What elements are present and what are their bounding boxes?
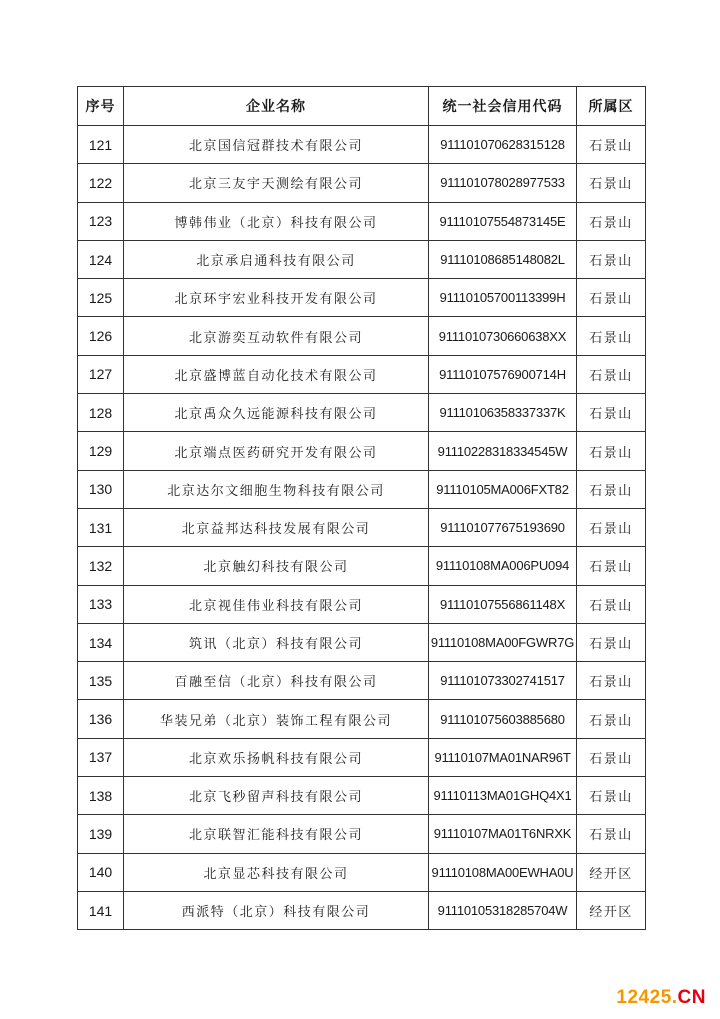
row-serial-number: 123 [78,202,124,240]
row-district: 石景山 [577,164,646,202]
row-district: 石景山 [577,394,646,432]
row-company-name: 北京飞秒留声科技有限公司 [124,777,429,815]
row-credit-code: 91110228318334545W [429,432,577,470]
row-company-name: 北京禹众久远能源科技有限公司 [124,394,429,432]
row-serial-number: 134 [78,623,124,661]
header-district: 所属区 [577,87,646,126]
row-credit-code: 911101078028977533 [429,164,577,202]
row-company-name: 北京端点医药研究开发有限公司 [124,432,429,470]
row-district: 石景山 [577,240,646,278]
row-serial-number: 137 [78,738,124,776]
enterprise-table [77,86,646,930]
row-credit-code: 91110108MA00EWHA0U [429,853,577,891]
row-company-name: 筑讯（北京）科技有限公司 [124,623,429,661]
table-row [78,738,646,776]
row-credit-code: 911101073302741517 [429,662,577,700]
row-district: 石景山 [577,738,646,776]
row-company-name: 百融至信（北京）科技有限公司 [124,662,429,700]
table-row [78,623,646,661]
row-district: 石景山 [577,470,646,508]
row-district: 石景山 [577,432,646,470]
table-row [78,508,646,546]
row-serial-number: 132 [78,547,124,585]
row-credit-code: 9111010730660638XX [429,317,577,355]
table-row [78,164,646,202]
table-body [78,126,646,930]
row-district: 石景山 [577,700,646,738]
table-row [78,279,646,317]
row-credit-code: 911101075603885680 [429,700,577,738]
row-company-name: 北京盛博蓝自动化技术有限公司 [124,355,429,393]
row-credit-code: 911101070628315128 [429,126,577,164]
row-company-name: 北京国信冠群技术有限公司 [124,126,429,164]
row-credit-code: 91110107MA01T6NRXK [429,815,577,853]
row-district: 石景山 [577,202,646,240]
row-credit-code: 91110113MA01GHQ4X1 [429,777,577,815]
row-company-name: 北京益邦达科技发展有限公司 [124,508,429,546]
table-row [78,815,646,853]
row-district: 经开区 [577,891,646,929]
row-company-name: 北京欢乐扬帆科技有限公司 [124,738,429,776]
row-company-name: 北京承启通科技有限公司 [124,240,429,278]
row-serial-number: 141 [78,891,124,929]
header-credit-code: 统一社会信用代码 [429,87,577,126]
table-row [78,585,646,623]
row-credit-code: 91110108685148082L [429,240,577,278]
row-serial-number: 127 [78,355,124,393]
row-district: 石景山 [577,317,646,355]
watermark-dot: . [671,987,678,1008]
row-company-name: 北京触幻科技有限公司 [124,547,429,585]
watermark-number: 12425 [616,987,672,1008]
row-district: 石景山 [577,547,646,585]
row-serial-number: 130 [78,470,124,508]
row-district: 石景山 [577,815,646,853]
table-row [78,126,646,164]
row-district: 石景山 [577,623,646,661]
row-district: 石景山 [577,585,646,623]
row-district: 石景山 [577,508,646,546]
row-company-name: 北京游奕互动软件有限公司 [124,317,429,355]
row-company-name: 北京联智汇能科技有限公司 [124,815,429,853]
table-row [78,547,646,585]
row-credit-code: 91110107MA01NAR96T [429,738,577,776]
row-credit-code: 91110107554873145E [429,202,577,240]
row-serial-number: 131 [78,508,124,546]
watermark-tld: CN [677,987,706,1008]
table-row [78,394,646,432]
row-company-name: 北京视佳伟业科技有限公司 [124,585,429,623]
row-credit-code: 91110107576900714H [429,355,577,393]
row-district: 经开区 [577,853,646,891]
row-company-name: 博韩伟业（北京）科技有限公司 [124,202,429,240]
row-company-name: 北京显芯科技有限公司 [124,853,429,891]
table-row [78,470,646,508]
row-company-name: 北京环宇宏业科技开发有限公司 [124,279,429,317]
row-credit-code: 91110106358337337K [429,394,577,432]
row-district: 石景山 [577,355,646,393]
row-serial-number: 140 [78,853,124,891]
row-credit-code: 911101077675193690 [429,508,577,546]
row-district: 石景山 [577,777,646,815]
table-row [78,240,646,278]
row-company-name: 西派特（北京）科技有限公司 [124,891,429,929]
row-company-name: 北京达尔文细胞生物科技有限公司 [124,470,429,508]
table-row [78,355,646,393]
row-credit-code: 91110108MA006PU094 [429,547,577,585]
row-district: 石景山 [577,662,646,700]
row-company-name: 北京三友宇天测绘有限公司 [124,164,429,202]
table-row [78,202,646,240]
row-credit-code: 91110105318285704W [429,891,577,929]
table-row [78,777,646,815]
header-serial-number: 序号 [78,87,124,126]
row-serial-number: 135 [78,662,124,700]
row-serial-number: 124 [78,240,124,278]
row-credit-code: 91110105700113399H [429,279,577,317]
row-serial-number: 139 [78,815,124,853]
row-company-name: 华装兄弟（北京）装饰工程有限公司 [124,700,429,738]
row-serial-number: 122 [78,164,124,202]
row-serial-number: 136 [78,700,124,738]
row-serial-number: 138 [78,777,124,815]
row-serial-number: 125 [78,279,124,317]
header-company-name: 企业名称 [124,87,429,126]
row-serial-number: 128 [78,394,124,432]
row-credit-code: 91110108MA00FGWR7G [429,623,577,661]
table-row [78,853,646,891]
table-row [78,700,646,738]
row-credit-code: 91110107556861148X [429,585,577,623]
site-watermark-logo [616,987,706,1009]
row-serial-number: 121 [78,126,124,164]
table-row [78,891,646,929]
row-serial-number: 129 [78,432,124,470]
table-row [78,432,646,470]
header-row [78,87,646,126]
row-serial-number: 133 [78,585,124,623]
row-district: 石景山 [577,126,646,164]
table-header [78,87,646,126]
row-district: 石景山 [577,279,646,317]
row-credit-code: 91110105MA006FXT82 [429,470,577,508]
row-serial-number: 126 [78,317,124,355]
table-row [78,317,646,355]
table-row [78,662,646,700]
